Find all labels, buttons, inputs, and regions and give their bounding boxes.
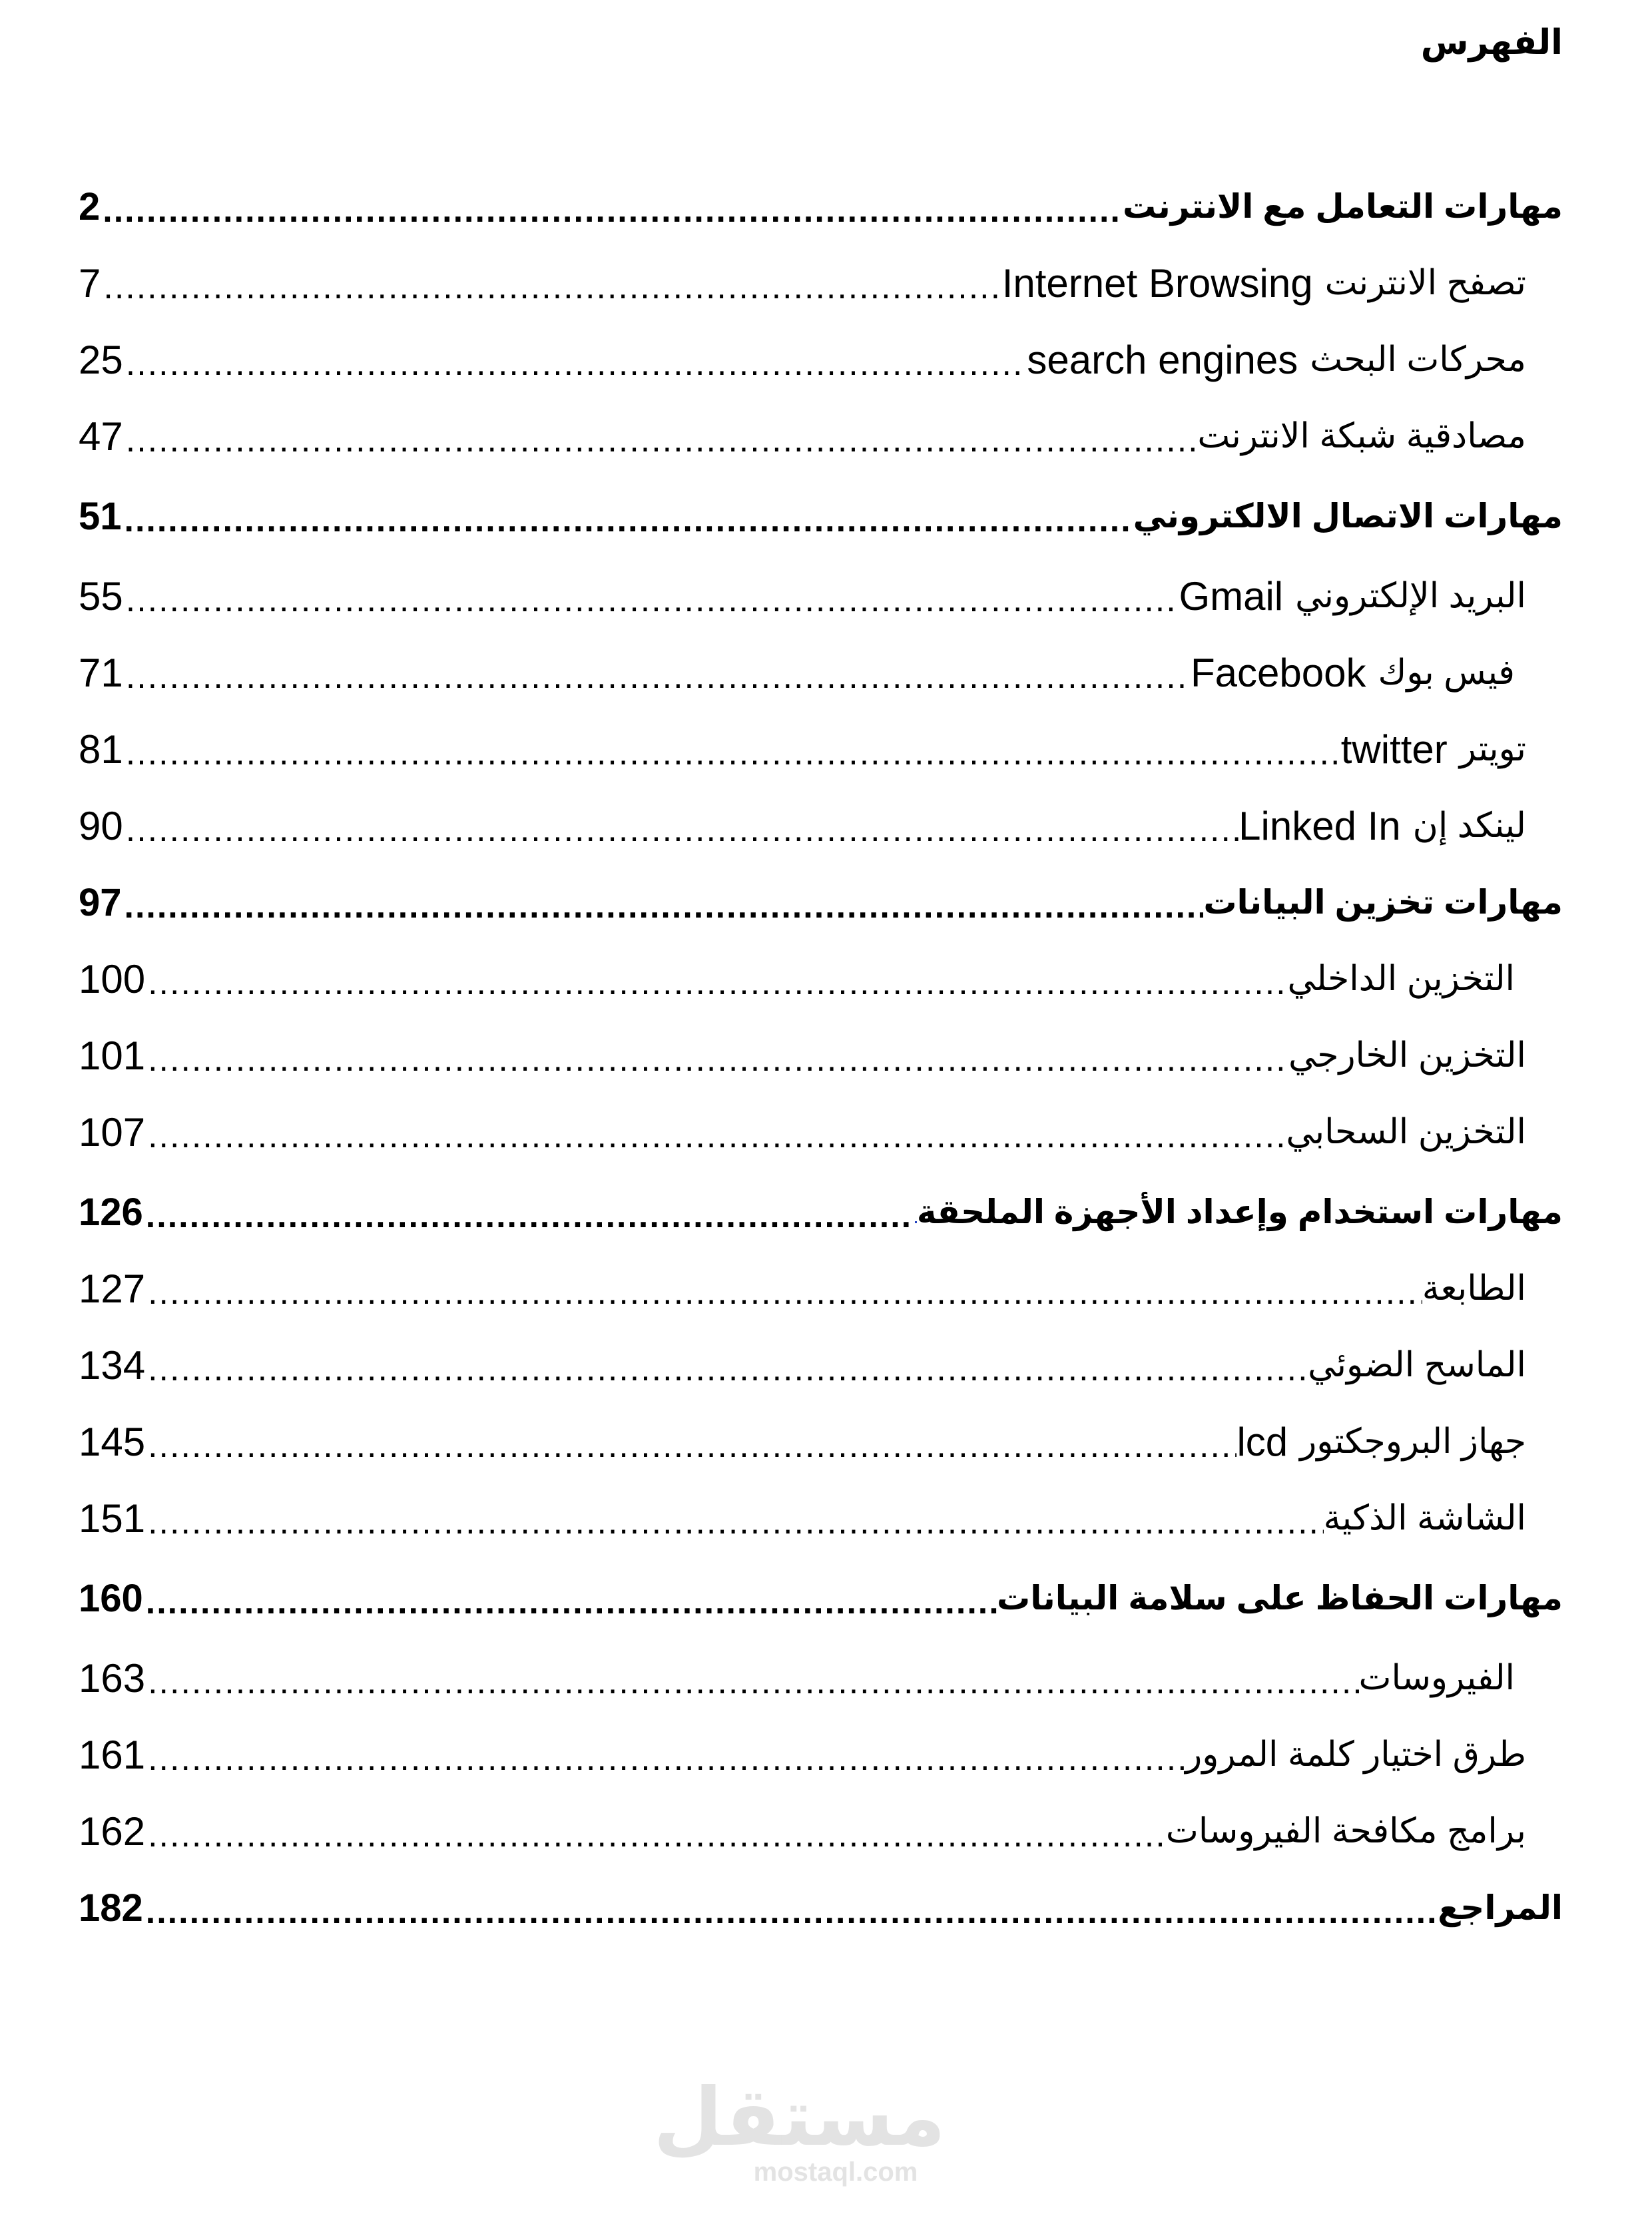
toc-page-number: 51 [79,494,122,538]
toc-page-number: 55 [79,573,123,619]
toc-subentry-row[interactable] [79,1718,1526,1791]
toc-entry-label: مصادقية شبكة الانترنت [1197,417,1526,455]
toc-heading-row[interactable] [79,1561,1563,1635]
toc-page-number: 163 [79,1655,146,1701]
toc-entry-label: التخزين السحابي [1286,1113,1526,1151]
watermark-logo: مستقل [653,2073,946,2162]
toc-entry-english-term: Gmail [1179,573,1284,619]
toc-page-number: 161 [79,1732,146,1777]
dot-leader [143,1585,997,1619]
toc-page-number: 97 [79,880,122,924]
toc-entry-label: تصفح الانترنت [1324,264,1526,302]
toc-subentry-row[interactable] [79,942,1515,1015]
toc-page-number: 81 [79,726,123,772]
dot-leader [143,1199,911,1233]
toc-subentry-row[interactable] [79,636,1515,709]
table-of-contents [79,0,1563,1998]
toc-subentry-row[interactable] [79,1641,1515,1715]
dot-leader [123,736,1341,770]
toc-entry-label: تويتر [1459,730,1526,768]
toc-subentry-row[interactable] [79,323,1526,396]
toc-subentry-row[interactable] [79,1019,1526,1092]
toc-page-number: 25 [79,337,123,382]
dot-leader [145,1352,1308,1386]
dot-leader [122,503,1133,537]
dot-leader [123,583,1179,617]
toc-subentry-row[interactable] [79,789,1526,862]
toc-entry-label: طرق اختيار كلمة المرور [1185,1735,1526,1774]
toc-page-number: 127 [79,1266,146,1311]
dot-leader [123,812,1239,847]
dot-leader [145,1042,1288,1077]
toc-entry-label: مهارات الحفاظ على سلامة البيانات [997,1579,1563,1617]
dot-leader [145,1741,1185,1776]
dot-leader [123,423,1198,457]
toc-page-number: 134 [79,1342,146,1388]
toc-heading-row[interactable] [79,479,1563,553]
toc-entry-label: الطابعة [1422,1269,1526,1308]
dot-leader [145,1665,1358,1699]
toc-page-number: 47 [79,414,123,459]
toc-page-number: 100 [79,956,146,1001]
toc-entry-label: محركات البحث [1310,340,1526,379]
toc-subentry-row[interactable] [79,1405,1526,1478]
toc-entry-label: مهارات استخدام وإعداد الأجهزة الملحقة [916,1193,1563,1231]
dot-leader [145,966,1287,1000]
toc-entry-label: التخزين الداخلي [1287,960,1515,998]
toc-subentry-row[interactable] [79,1095,1526,1169]
toc-entry-label: فيس بوك [1378,653,1515,692]
toc-entry-label: الشاشة الذكية [1323,1499,1526,1537]
dot-leader [123,659,1191,694]
toc-page-number: 182 [79,1886,143,1930]
watermark [653,2073,946,2187]
toc-page-number: 160 [79,1576,143,1620]
dot-leader [100,193,1123,228]
toc-entry-label: مهارات الاتصال الالكتروني [1133,497,1563,535]
toc-page-number: 71 [79,650,123,695]
toc-entry-label: التخزين الخارجي [1288,1036,1526,1075]
toc-page-number: 126 [79,1190,143,1234]
dot-leader [145,1119,1286,1153]
dot-leader [123,346,1027,381]
toc-entry-label: جهاز البروجكتور [1300,1422,1526,1461]
toc-page-number: 101 [79,1033,146,1078]
toc-page-number: 7 [79,260,101,306]
toc-page-number: 162 [79,1808,146,1854]
hyperlink-underline-mark [915,1201,917,1223]
toc-subentry-row[interactable] [79,1252,1526,1325]
toc-entry-label: الماسح الضوئي [1308,1346,1526,1384]
toc-heading-row[interactable] [79,1871,1563,1944]
page-title: الفهرس [1420,23,1563,62]
dot-leader [145,1505,1324,1539]
toc-subentry-row[interactable] [79,1795,1526,1868]
toc-page-number: 2 [79,184,101,228]
toc-entry-label: الفيروسات [1358,1659,1515,1697]
dot-leader [143,1894,1438,1929]
watermark-url: mostaql.com [753,2157,918,2187]
toc-page-number: 151 [79,1496,146,1541]
toc-entry-english-term: twitter [1340,726,1448,772]
toc-page-number: 107 [79,1109,146,1155]
toc-heading-row[interactable] [79,170,1563,243]
toc-entry-english-term: Linked In [1239,803,1401,848]
toc-subentry-row[interactable] [79,400,1526,473]
toc-entry-label: المراجع [1438,1889,1563,1926]
dot-leader [101,270,1001,304]
toc-entry-english-term: lcd [1237,1419,1288,1464]
toc-entry-label: البريد الإلكتروني [1295,577,1526,615]
toc-subentry-row[interactable] [79,1328,1526,1402]
dot-leader [145,1275,1422,1310]
toc-page-number: 145 [79,1419,146,1464]
toc-subentry-row[interactable] [79,559,1526,633]
toc-entry-label: مهارات تخزين البيانات [1203,884,1563,921]
toc-entry-english-term: Internet Browsing [1001,260,1313,306]
toc-heading-row[interactable] [79,866,1563,939]
toc-entry-label: برامج مكافحة الفيروسات [1165,1812,1526,1850]
toc-heading-row[interactable] [79,1175,1563,1249]
toc-subentry-row[interactable] [79,1482,1526,1555]
dot-leader [145,1818,1166,1852]
dot-leader [145,1428,1237,1463]
toc-page-number: 90 [79,803,123,848]
toc-subentry-row[interactable] [79,246,1526,320]
toc-subentry-row[interactable] [79,712,1526,786]
dot-leader [122,889,1204,924]
toc-entry-label: لينكد إن [1412,806,1526,845]
toc-entry-english-term: search engines [1027,337,1298,382]
toc-entry-english-term: Facebook [1191,650,1366,695]
toc-entry-label: مهارات التعامل مع الانترنت [1123,188,1563,225]
